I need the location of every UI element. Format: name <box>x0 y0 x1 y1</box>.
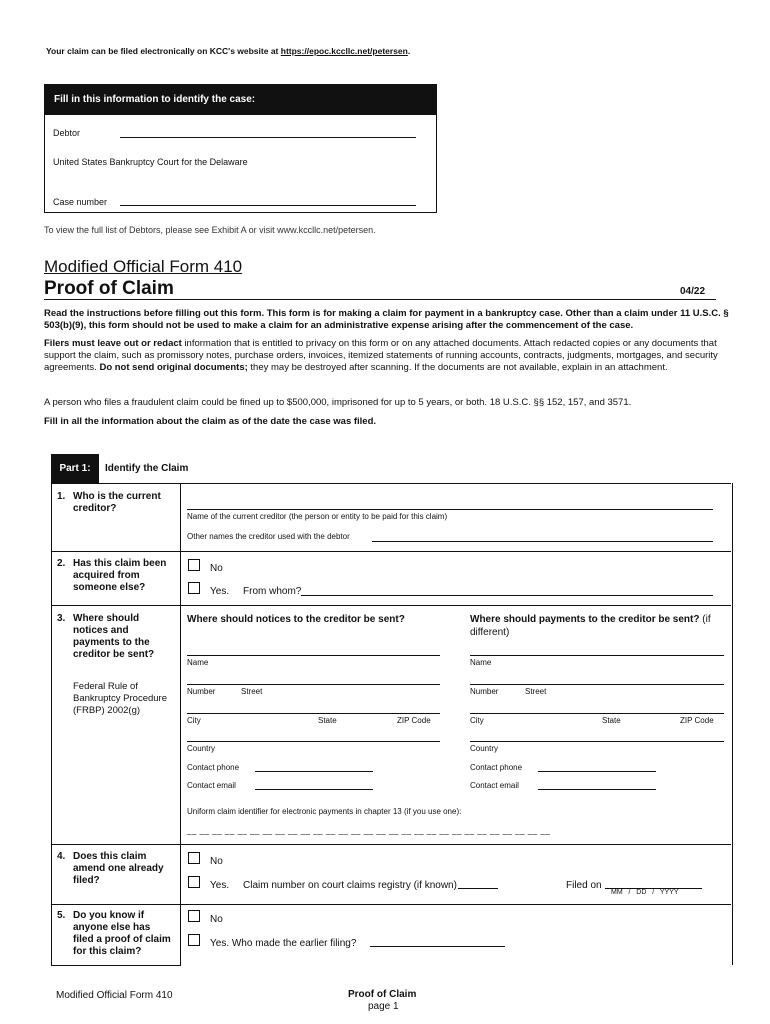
payment-name-field[interactable] <box>470 655 724 656</box>
q3-divider <box>51 844 731 845</box>
payment-country-field[interactable] <box>470 741 724 742</box>
q5-yes-label: Yes. Who made the earlier filing? <box>210 938 357 949</box>
q2-no-checkbox[interactable] <box>188 559 200 571</box>
q5-title: Do you know if anyone else has filed a proof of claim for this claim? <box>73 910 171 957</box>
q5-earlier-filer-field[interactable] <box>370 946 505 947</box>
q4-divider <box>51 904 731 905</box>
notice-phone-field[interactable] <box>255 771 373 772</box>
q4-num: 4. <box>57 851 66 862</box>
q4-claim-number-label: Claim number on court claims registry (if known) <box>243 880 457 891</box>
efile-notice: Your claim can be filed electronically on KCC's website at https://epoc.kccllc.net/petersen. <box>46 46 411 56</box>
q2-divider <box>51 605 731 606</box>
q5-no-checkbox[interactable] <box>188 910 200 922</box>
notice-name-field[interactable] <box>187 655 440 656</box>
title-rule <box>44 299 716 300</box>
footer-form-name: Modified Official Form 410 <box>56 990 173 1001</box>
payment-street-field[interactable] <box>470 684 724 685</box>
payment-state-label: State <box>602 716 621 725</box>
instructions-p2: Filers must leave out or redact information that is entitled to privacy on this form or on any attached documents. Attach redacted copies or any documents that support the claim, such as promissory notes, purchase orders, invoices, itemized statements of running accounts, contracts, judgments, mortgages, and security agreements. Do not send original documents; they may be destroyed after scanning. If the documents are not available, explain in an attachment. <box>44 338 718 373</box>
part1-title: Identify the Claim <box>105 463 189 474</box>
payment-email-label: Contact email <box>470 781 519 790</box>
case-number-field[interactable] <box>120 205 416 206</box>
payments-heading: Where should payments to the creditor be sent? (if different) <box>470 614 711 638</box>
notice-email-label: Contact email <box>187 781 236 790</box>
debtor-label: Debtor <box>53 128 81 138</box>
q2-title: Has this claim been acquired from someone else? <box>73 558 167 593</box>
notice-street-field[interactable] <box>187 684 440 685</box>
efile-link[interactable]: https://epoc.kccllc.net/petersen <box>280 46 408 56</box>
q5-yes-checkbox[interactable] <box>188 934 200 946</box>
debtor-field[interactable] <box>120 137 416 138</box>
instructions-p4: Fill in all the information about the claim as of the date the case was filed. <box>44 416 377 427</box>
uci-label: Uniform claim identifier for electronic payments in chapter 13 (if you use one): <box>187 807 462 816</box>
payment-street-label: Street <box>525 687 547 696</box>
q4-yes-checkbox[interactable] <box>188 876 200 888</box>
payment-number-label: Number <box>470 687 499 696</box>
notice-email-field[interactable] <box>255 789 373 790</box>
payment-country-label: Country <box>470 744 499 753</box>
q3-title: Where should notices and payments to the creditor be sent? <box>73 613 155 660</box>
q4-no-label: No <box>210 856 223 867</box>
instructions-p1: Read the instructions before filling out this form. This form is for making a claim for payment in a bankruptcy case. Other than a claim under 11 U.S.C. § 503(b)(9), this form should not be used to make a claim for an administrative expense arising after the commencement of the case. <box>44 308 729 331</box>
instructions-p3: A person who files a fraudulent claim could be fined up to $500,000, imprisoned for up to 5 years, or both. 18 U.S.C. §§ 152, 157, and 3571. <box>44 397 632 408</box>
q1-divider <box>51 551 731 552</box>
q4-date-format: MM / DD / YYYY <box>611 889 679 896</box>
notice-street-label: Street <box>241 687 263 696</box>
creditor-name-field[interactable] <box>187 509 713 510</box>
notices-heading: Where should notices to the creditor be sent? <box>187 614 405 625</box>
q4-no-checkbox[interactable] <box>188 852 200 864</box>
part1-header <box>51 454 731 484</box>
footer-page: page 1 <box>368 1001 399 1012</box>
notice-phone-label: Contact phone <box>187 763 240 772</box>
notice-country-label: Country <box>187 744 216 753</box>
uci-field[interactable]: __ __ __ __ __ __ __ __ __ __ __ __ __ __ __ __ __ __ __ __ __ __ __ __ __ __ __ __ __ <box>187 826 551 835</box>
notice-city-field[interactable] <box>187 713 440 714</box>
q2-num: 2. <box>57 558 66 569</box>
notice-name-label: Name <box>187 658 209 667</box>
efile-text: Your claim can be filed electronically on KCC's website at <box>46 46 279 56</box>
q4-yes-label: Yes. <box>210 880 230 891</box>
notice-city-label: City <box>187 716 201 725</box>
payment-city-label: City <box>470 716 484 725</box>
payment-zip-label: ZIP Code <box>680 716 714 725</box>
form-name: Modified Official Form 410 <box>44 257 243 276</box>
q2-yes-checkbox[interactable] <box>188 582 200 594</box>
q2-yes-label: Yes. <box>210 586 230 597</box>
q3-rule: Federal Rule of Bankruptcy Procedure (FRBP) 2002(g) <box>73 681 167 716</box>
label-column-divider <box>180 483 181 965</box>
q1-title: Who is the current creditor? <box>73 491 161 514</box>
q2-from-whom-label: From whom? <box>243 586 302 597</box>
form-date: 04/22 <box>680 286 706 297</box>
q5-num: 5. <box>57 910 66 921</box>
payment-phone-label: Contact phone <box>470 763 523 772</box>
creditor-name-caption: Name of the current creditor (the person or entity to be paid for this claim) <box>187 512 448 521</box>
q2-no-label: No <box>210 563 223 574</box>
payment-email-field[interactable] <box>538 789 656 790</box>
payment-phone-field[interactable] <box>538 771 656 772</box>
q1-num: 1. <box>57 491 66 502</box>
case-info-header <box>45 85 436 115</box>
form-title: Proof of Claim <box>44 278 174 299</box>
q4-claim-number-field[interactable] <box>458 888 498 889</box>
notice-zip-label: ZIP Code <box>397 716 431 725</box>
q4-title: Does this claim amend one already filed? <box>73 851 164 886</box>
q3-num: 3. <box>57 613 66 624</box>
part1-label: Part 1: <box>51 454 99 483</box>
other-names-field[interactable] <box>372 541 713 542</box>
notice-country-field[interactable] <box>187 741 440 742</box>
case-number-label: Case number <box>53 197 108 207</box>
debtors-note: To view the full list of Debtors, please see Exhibit A or visit www.kccllc.net/petersen. <box>44 225 376 235</box>
q2-from-whom-field[interactable] <box>301 595 713 596</box>
case-info-box <box>44 84 437 213</box>
notice-number-label: Number <box>187 687 216 696</box>
notice-state-label: State <box>318 716 337 725</box>
q5-bottom-rule <box>51 965 181 966</box>
payment-city-field[interactable] <box>470 713 724 714</box>
case-info-title: Fill in this information to identify the case: <box>54 94 256 105</box>
footer-title: Proof of Claim <box>348 989 417 1000</box>
q5-no-label: No <box>210 914 223 925</box>
court-label: United States Bankruptcy Court for the Delaware <box>53 157 248 167</box>
payment-name-label: Name <box>470 658 492 667</box>
q4-filed-on-label: Filed on <box>566 880 602 891</box>
other-names-label: Other names the creditor used with the debtor <box>187 532 350 541</box>
